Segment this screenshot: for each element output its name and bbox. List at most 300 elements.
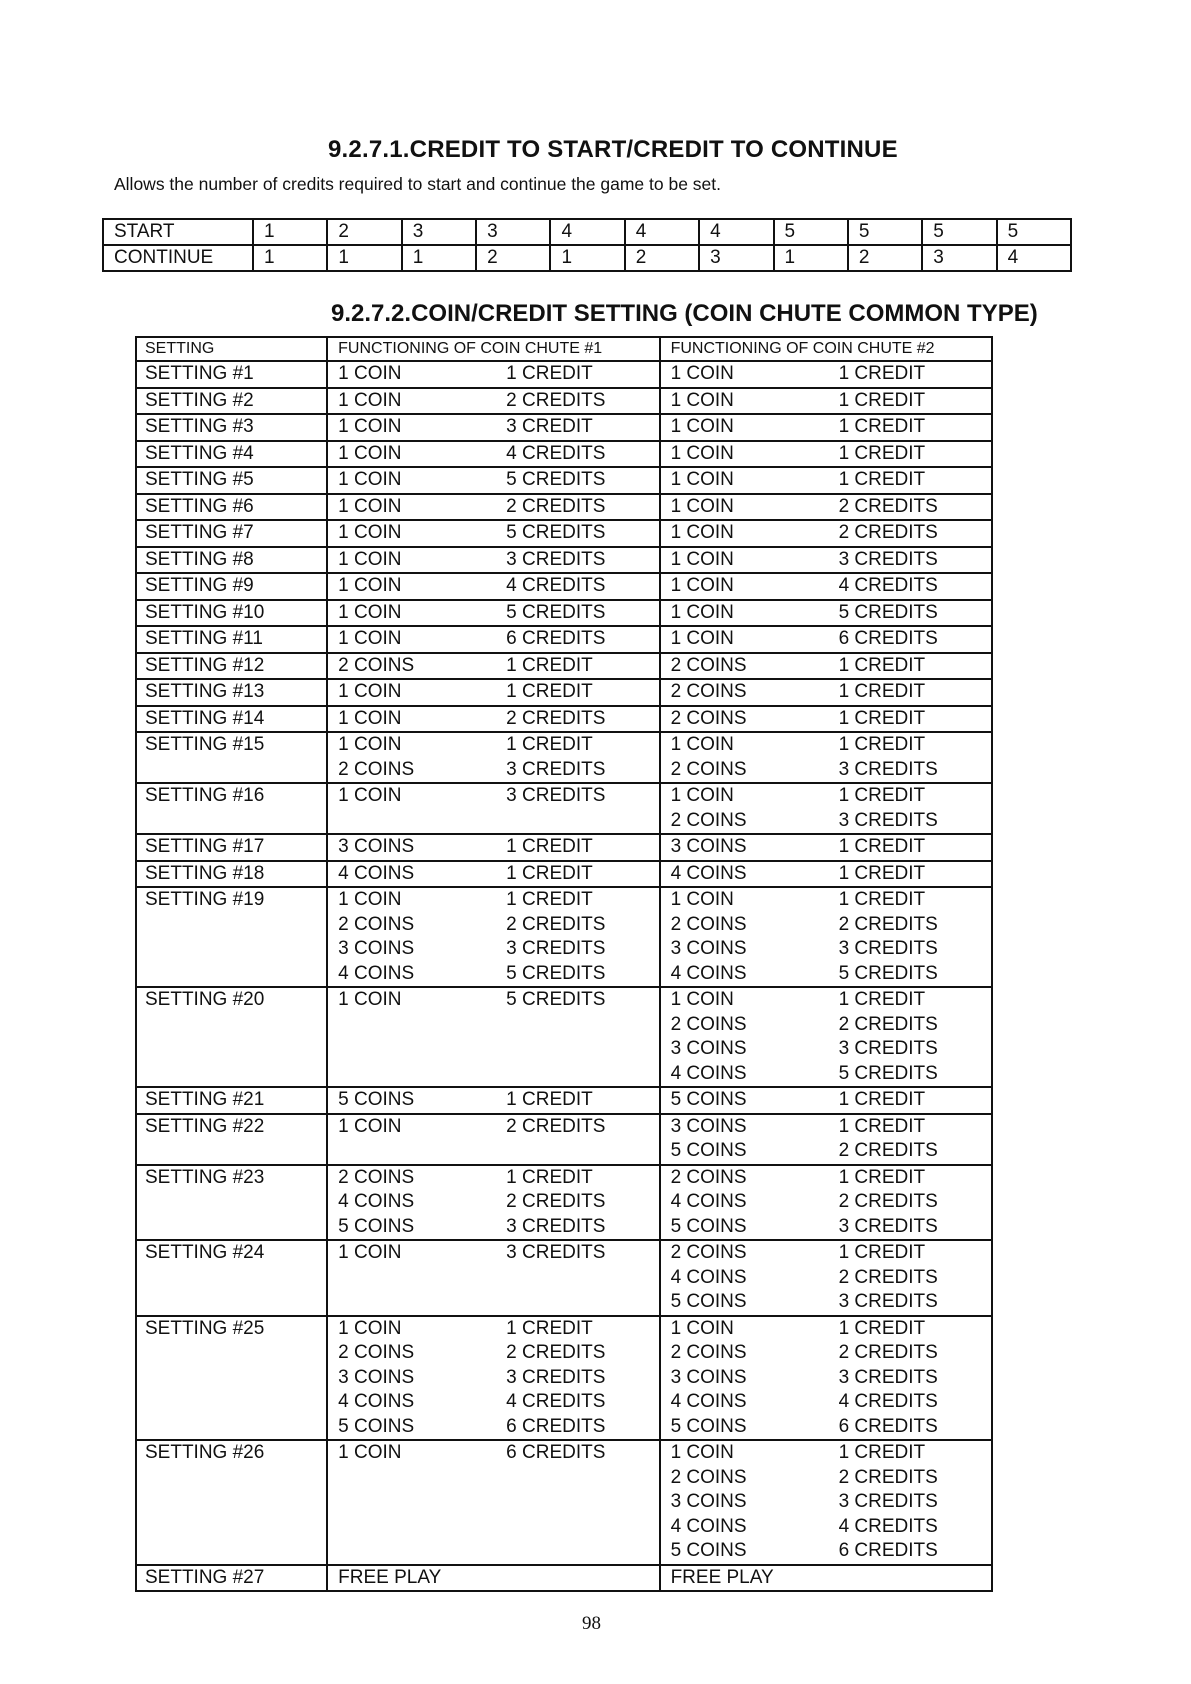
- coin-credit-table: [135, 336, 993, 1592]
- page-number: 98: [582, 1613, 601, 1634]
- coin-count: 2 COINS: [338, 758, 415, 780]
- coin-count: 4 COINS: [670, 1391, 747, 1412]
- coin-credit-line: [671, 1290, 991, 1315]
- coin-credit-line: [671, 1415, 991, 1440]
- coin-count: 4 COINS: [338, 862, 415, 884]
- chute-1-cell: [327, 361, 659, 388]
- coin-count: 2 COINS: [670, 913, 747, 935]
- section-description: Allows the number of credits required to start and continue the game to be set.: [114, 174, 722, 194]
- credit-count: 1 CREDIT: [838, 681, 926, 702]
- coin-credit-line: [338, 1366, 658, 1391]
- setting-name: [136, 414, 327, 441]
- coin-count: 3 COINS: [670, 938, 747, 959]
- table-row: [136, 887, 992, 987]
- credit-count: 3 CREDITS: [838, 1291, 938, 1312]
- table-row: [136, 861, 992, 888]
- credit-count: 3 CREDITS: [506, 938, 606, 959]
- credit-value-cell: 2: [625, 245, 699, 271]
- coin-count: 1 COIN: [338, 1317, 402, 1339]
- coin-count: 2 COINS: [670, 809, 747, 831]
- coin-count: 4 COINS: [670, 862, 747, 884]
- coin-count: 5 COINS: [338, 1215, 415, 1237]
- coin-credit-line: [671, 862, 991, 887]
- chute-2-cell: [660, 441, 992, 468]
- credit-count: 1 CREDIT: [838, 1242, 926, 1263]
- credit-value-cell: 3: [476, 219, 550, 245]
- chute-2-cell: [660, 1240, 992, 1316]
- header-chute-2: FUNCTIONING OF COIN CHUTE #2: [660, 337, 992, 361]
- credit-count: 1 CREDIT: [838, 1317, 926, 1339]
- table-row: [136, 834, 992, 861]
- coin-credit-line: [338, 1166, 658, 1191]
- coin-count: 5 COINS: [670, 1291, 747, 1312]
- credit-count: 6 CREDITS: [838, 628, 938, 649]
- setting-name: [136, 626, 327, 653]
- credit-count: 2 CREDITS: [506, 1342, 606, 1363]
- chute-2-cell: [660, 388, 992, 415]
- setting-name: [136, 679, 327, 706]
- coin-count: 2 COINS: [670, 1466, 747, 1488]
- credit-count: 4 CREDITS: [838, 575, 938, 596]
- table-row: [136, 783, 992, 834]
- setting-name: [136, 1240, 327, 1316]
- coin-credit-line: [671, 1515, 991, 1540]
- table-row: [136, 1165, 992, 1241]
- coin-count: 4 COINS: [670, 1191, 747, 1212]
- credit-count: 2 CREDITS: [506, 1191, 606, 1212]
- credit-count: 2 CREDITS: [506, 389, 606, 411]
- chute-2-cell: [660, 1565, 992, 1592]
- setting-name: [136, 783, 327, 834]
- coin-credit-line: [671, 1390, 991, 1415]
- coin-count: 1 COIN: [670, 495, 734, 517]
- coin-credit-line: [338, 962, 658, 987]
- setting-name: [136, 494, 327, 521]
- setting-name: [136, 1087, 327, 1114]
- coin-credit-line: [671, 1490, 991, 1515]
- section-title-credit-start-continue: 9.2.7.1.CREDIT TO START/CREDIT TO CONTINUE: [328, 136, 898, 163]
- setting-name: [136, 706, 327, 733]
- chute-1-cell: [327, 573, 659, 600]
- credit-count: 2 CREDITS: [838, 913, 938, 935]
- table-row: [136, 706, 992, 733]
- coin-count: 2 COINS: [338, 654, 415, 676]
- coin-count: 1 COIN: [338, 389, 402, 411]
- setting-label: SETTING #3: [145, 416, 254, 437]
- coin-credit-line: [338, 913, 658, 938]
- credit-count: 1 CREDIT: [838, 1089, 926, 1110]
- start-continue-row: [103, 245, 1071, 271]
- coin-credit-line: [671, 1166, 991, 1191]
- coin-count: 2 COINS: [338, 1342, 415, 1363]
- credit-count: 1 CREDIT: [838, 989, 926, 1010]
- credit-count: 6 CREDITS: [506, 1442, 606, 1463]
- chute-2-cell: [660, 414, 992, 441]
- credit-count: 5 CREDITS: [838, 1062, 938, 1084]
- coin-credit-line: [671, 1115, 991, 1140]
- chute-2-cell: [660, 783, 992, 834]
- coin-credit-line: [671, 707, 991, 732]
- coin-count: 4 COINS: [670, 1266, 747, 1288]
- chute-2-cell: [660, 626, 992, 653]
- coin-credit-line: [671, 1466, 991, 1491]
- coin-credit-line: [671, 1190, 991, 1215]
- credit-count: 2 CREDITS: [838, 1342, 938, 1363]
- chute-2-cell: [660, 547, 992, 574]
- setting-label: SETTING #23: [145, 1166, 265, 1188]
- credit-count: 3 CREDITS: [838, 758, 938, 780]
- coin-credit-line: [671, 1037, 991, 1062]
- coin-count: 5 COINS: [670, 1540, 747, 1561]
- setting-name: [136, 1114, 327, 1165]
- chute-1-cell: [327, 414, 659, 441]
- credit-count: 2 CREDITS: [838, 1466, 938, 1488]
- chute-2-cell: [660, 861, 992, 888]
- chute-2-cell: [660, 520, 992, 547]
- coin-count: 1 COIN: [338, 363, 402, 384]
- table-row: [136, 1240, 992, 1316]
- coin-credit-line: [338, 1088, 658, 1113]
- coin-credit-line: [671, 1539, 991, 1564]
- coin-count: 1 COIN: [338, 707, 402, 729]
- row-label: CONTINUE: [103, 245, 253, 271]
- table-header-row: [136, 337, 992, 361]
- chute-1-cell: [327, 1165, 659, 1241]
- chute-1-cell: [327, 1240, 659, 1316]
- coin-count: 1 COIN: [670, 548, 734, 570]
- coin-count: 1 COIN: [670, 601, 734, 623]
- chute-2-cell: [660, 361, 992, 388]
- credit-count: 3 CREDITS: [838, 938, 938, 959]
- credit-count: 2 CREDITS: [838, 522, 938, 543]
- chute-2-cell: [660, 467, 992, 494]
- coin-credit-line: [338, 733, 658, 758]
- credit-value-cell: 4: [699, 219, 773, 245]
- coin-credit-line: [338, 1415, 658, 1440]
- credit-count: 1 CREDIT: [506, 681, 593, 702]
- coin-count: 1 COIN: [338, 734, 402, 755]
- coin-credit-line: [338, 601, 658, 626]
- credit-count: 5 CREDITS: [838, 601, 938, 623]
- coin-count: 1 COIN: [670, 734, 734, 755]
- coin-credit-line: [338, 1341, 658, 1366]
- coin-count: 2 COINS: [670, 1242, 747, 1263]
- coin-credit-line: [671, 988, 991, 1013]
- setting-label: SETTING #16: [145, 785, 265, 806]
- table-row: [136, 494, 992, 521]
- coin-count: 2 COINS: [670, 1013, 747, 1035]
- coin-credit-line: [338, 988, 658, 1013]
- section-title-coin-credit-setting: 9.2.7.2.COIN/CREDIT SETTING (COIN CHUTE COMMON TYPE): [331, 300, 1038, 327]
- coin-count: 1 COIN: [670, 989, 734, 1010]
- credit-value-cell: 3: [699, 245, 773, 271]
- table-row: [136, 626, 992, 653]
- coin-credit-line: [338, 415, 658, 440]
- coin-credit-line: [671, 548, 991, 573]
- start-continue-row: [103, 219, 1071, 245]
- credit-count: 4 CREDITS: [838, 1391, 938, 1412]
- credit-value-cell: 2: [327, 219, 401, 245]
- credit-count: 2 CREDITS: [838, 495, 938, 517]
- credit-value-cell: 5: [774, 219, 848, 245]
- coin-count: 3 COINS: [338, 938, 415, 959]
- credit-count: 3 CREDITS: [506, 1366, 606, 1388]
- credit-value-cell: 3: [402, 219, 476, 245]
- coin-credit-line: [338, 888, 658, 913]
- setting-label: SETTING #27: [145, 1566, 265, 1588]
- credit-count: 3 CREDIT: [506, 416, 593, 437]
- coin-count: 1 COIN: [670, 785, 734, 806]
- coin-credit-line: [338, 680, 658, 705]
- coin-count: 1 COIN: [338, 785, 402, 806]
- coin-credit-line: [671, 1215, 991, 1240]
- coin-credit-line: [671, 389, 991, 414]
- setting-label: SETTING #4: [145, 442, 254, 464]
- credit-value-cell: 1: [402, 245, 476, 271]
- coin-credit-line: [671, 1441, 991, 1466]
- row-label: START: [103, 219, 253, 245]
- setting-name: [136, 861, 327, 888]
- credit-count: 1 CREDIT: [838, 363, 926, 384]
- credit-count: 6 CREDITS: [838, 1540, 938, 1561]
- setting-name: [136, 653, 327, 680]
- chute-1-cell: [327, 783, 659, 834]
- coin-count: 1 COIN: [338, 601, 402, 623]
- setting-label: SETTING #8: [145, 548, 254, 570]
- credit-value-cell: 1: [550, 245, 624, 271]
- credit-count: 5 CREDITS: [506, 962, 606, 984]
- chute-2-cell: [660, 834, 992, 861]
- setting-label: SETTING #9: [145, 575, 254, 596]
- coin-credit-line: [671, 913, 991, 938]
- credit-count: 5 CREDITS: [838, 962, 938, 984]
- credit-count: 5 CREDITS: [506, 522, 606, 543]
- credit-count: 1 CREDIT: [838, 889, 926, 910]
- coin-credit-line: [338, 1190, 658, 1215]
- chute-1-cell: [327, 732, 659, 783]
- setting-name: [136, 573, 327, 600]
- coin-count: 1 COIN: [338, 522, 402, 543]
- coin-count: 1 COIN: [670, 469, 734, 490]
- coin-count: 4 COINS: [338, 1191, 415, 1212]
- coin-credit-line: [338, 862, 658, 887]
- coin-credit-line: [338, 1441, 658, 1466]
- setting-name: [136, 1565, 327, 1592]
- setting-label: SETTING #12: [145, 654, 265, 676]
- coin-credit-line: [671, 962, 991, 987]
- table-row: [136, 653, 992, 680]
- setting-name: [136, 1316, 327, 1441]
- credit-count: 4 CREDITS: [506, 442, 606, 464]
- coin-credit-line: [338, 389, 658, 414]
- coin-credit-line: [338, 784, 658, 809]
- chute-1-cell: [327, 1316, 659, 1441]
- chute-1-cell: [327, 626, 659, 653]
- chute-1-cell: [327, 1565, 659, 1592]
- coin-count: 2 COINS: [670, 758, 747, 780]
- coin-count: 5 COINS: [670, 1215, 747, 1237]
- coin-credit-line: [671, 521, 991, 546]
- setting-label: SETTING #10: [145, 601, 265, 623]
- coin-count: FREE PLAY: [670, 1566, 774, 1588]
- table-row: [136, 414, 992, 441]
- credit-count: 1 CREDIT: [506, 836, 593, 857]
- coin-count: 3 COINS: [670, 1038, 747, 1059]
- coin-count: 1 COIN: [670, 363, 734, 384]
- setting-label: SETTING #25: [145, 1317, 265, 1339]
- credit-count: 1 CREDIT: [506, 1166, 593, 1188]
- credit-count: 3 CREDITS: [506, 785, 606, 806]
- chute-2-cell: [660, 987, 992, 1087]
- coin-count: 1 COIN: [670, 522, 734, 543]
- setting-label: SETTING #15: [145, 734, 265, 755]
- chute-1-cell: [327, 388, 659, 415]
- chute-2-cell: [660, 1114, 992, 1165]
- chute-1-cell: [327, 706, 659, 733]
- credit-count: 6 CREDITS: [506, 628, 606, 649]
- table-row: [136, 467, 992, 494]
- coin-count: 1 COIN: [338, 575, 402, 596]
- setting-label: SETTING #1: [145, 363, 254, 384]
- coin-credit-line: [671, 495, 991, 520]
- chute-1-cell: [327, 1114, 659, 1165]
- coin-count: 3 COINS: [338, 1366, 415, 1388]
- coin-count: 1 COIN: [338, 889, 402, 910]
- credit-count: 4 CREDITS: [838, 1515, 938, 1537]
- coin-count: 1 COIN: [670, 416, 734, 437]
- chute-1-cell: [327, 861, 659, 888]
- coin-count: 1 COIN: [338, 495, 402, 517]
- credit-count: 1 CREDIT: [838, 734, 926, 755]
- credit-value-cell: 4: [997, 245, 1071, 271]
- chute-2-cell: [660, 1440, 992, 1565]
- setting-label: SETTING #21: [145, 1089, 265, 1110]
- credit-count: 2 CREDITS: [506, 707, 606, 729]
- credit-count: 5 CREDITS: [506, 469, 606, 490]
- credit-count: 5 CREDITS: [506, 601, 606, 623]
- coin-credit-line: [671, 627, 991, 652]
- coin-count: 3 COINS: [338, 836, 415, 857]
- credit-count: 1 CREDIT: [506, 1089, 593, 1110]
- coin-credit-line: [338, 627, 658, 652]
- setting-label: SETTING #26: [145, 1442, 265, 1463]
- credit-count: 3 CREDITS: [838, 1366, 938, 1388]
- setting-name: [136, 887, 327, 987]
- credit-count: 1 CREDIT: [506, 1317, 593, 1339]
- credit-count: 1 CREDIT: [838, 1115, 926, 1137]
- coin-credit-line: [338, 1566, 658, 1591]
- coin-count: 1 COIN: [338, 548, 402, 570]
- coin-credit-line: [338, 707, 658, 732]
- coin-count: 2 COINS: [670, 1166, 747, 1188]
- header-setting: SETTING: [136, 337, 327, 361]
- setting-label: SETTING #19: [145, 889, 265, 910]
- coin-count: 1 COIN: [338, 989, 402, 1010]
- coin-credit-line: [671, 1241, 991, 1266]
- setting-name: [136, 1165, 327, 1241]
- coin-count: 4 COINS: [670, 962, 747, 984]
- table-row: [136, 520, 992, 547]
- chute-1-cell: [327, 441, 659, 468]
- coin-credit-line: [671, 937, 991, 962]
- coin-credit-line: [671, 1341, 991, 1366]
- coin-credit-line: [671, 1013, 991, 1038]
- credit-count: 1 CREDIT: [506, 734, 593, 755]
- credit-count: 2 CREDITS: [838, 1191, 938, 1212]
- coin-count: 1 COIN: [338, 681, 402, 702]
- setting-label: SETTING #7: [145, 522, 254, 543]
- coin-credit-line: [338, 758, 658, 783]
- chute-1-cell: [327, 494, 659, 521]
- coin-count: 4 COINS: [670, 1062, 747, 1084]
- credit-count: 1 CREDIT: [838, 836, 926, 857]
- coin-count: FREE PLAY: [338, 1566, 442, 1588]
- credit-count: 3 CREDITS: [506, 1215, 606, 1237]
- chute-1-cell: [327, 653, 659, 680]
- coin-count: 5 COINS: [338, 1415, 415, 1437]
- setting-name: [136, 600, 327, 627]
- chute-1-cell: [327, 520, 659, 547]
- setting-label: SETTING #24: [145, 1242, 265, 1263]
- credit-count: 5 CREDITS: [506, 989, 606, 1010]
- credit-count: 3 CREDITS: [838, 1491, 938, 1512]
- chute-2-cell: [660, 706, 992, 733]
- credit-count: 1 CREDIT: [838, 1166, 926, 1188]
- setting-name: [136, 834, 327, 861]
- credit-count: 1 CREDIT: [506, 862, 593, 884]
- credit-count: 1 CREDIT: [838, 442, 926, 464]
- coin-count: 1 COIN: [338, 1242, 402, 1263]
- setting-name: [136, 732, 327, 783]
- setting-label: SETTING #13: [145, 681, 265, 702]
- coin-credit-line: [671, 680, 991, 705]
- coin-count: 1 COIN: [670, 1442, 734, 1463]
- coin-count: 1 COIN: [670, 575, 734, 596]
- table-row: [136, 1565, 992, 1592]
- coin-credit-line: [671, 1062, 991, 1087]
- credit-count: 1 CREDIT: [506, 889, 593, 910]
- setting-label: SETTING #22: [145, 1115, 265, 1137]
- coin-count: 2 COINS: [338, 913, 415, 935]
- credit-count: 3 CREDITS: [506, 548, 606, 570]
- credit-count: 3 CREDITS: [838, 1215, 938, 1237]
- credit-value-cell: 5: [848, 219, 922, 245]
- chute-1-cell: [327, 1087, 659, 1114]
- coin-credit-line: [671, 468, 991, 493]
- credit-count: 1 CREDIT: [838, 469, 926, 490]
- coin-credit-line: [338, 1241, 658, 1266]
- coin-credit-line: [671, 362, 991, 387]
- coin-credit-line: [338, 521, 658, 546]
- chute-1-cell: [327, 1440, 659, 1565]
- credit-count: 2 CREDITS: [506, 913, 606, 935]
- chute-2-cell: [660, 1087, 992, 1114]
- credit-value-cell: 5: [922, 219, 996, 245]
- coin-credit-line: [671, 574, 991, 599]
- setting-label: SETTING #2: [145, 389, 254, 411]
- coin-credit-line: [671, 784, 991, 809]
- coin-count: 4 COINS: [338, 1391, 415, 1412]
- credit-count: 2 CREDITS: [838, 1013, 938, 1035]
- chute-2-cell: [660, 679, 992, 706]
- credit-value-cell: 1: [253, 245, 327, 271]
- coin-credit-line: [338, 1115, 658, 1140]
- table-row: [136, 547, 992, 574]
- coin-credit-line: [671, 1566, 991, 1591]
- credit-count: 1 CREDIT: [506, 363, 593, 384]
- chute-1-cell: [327, 887, 659, 987]
- table-row: [136, 573, 992, 600]
